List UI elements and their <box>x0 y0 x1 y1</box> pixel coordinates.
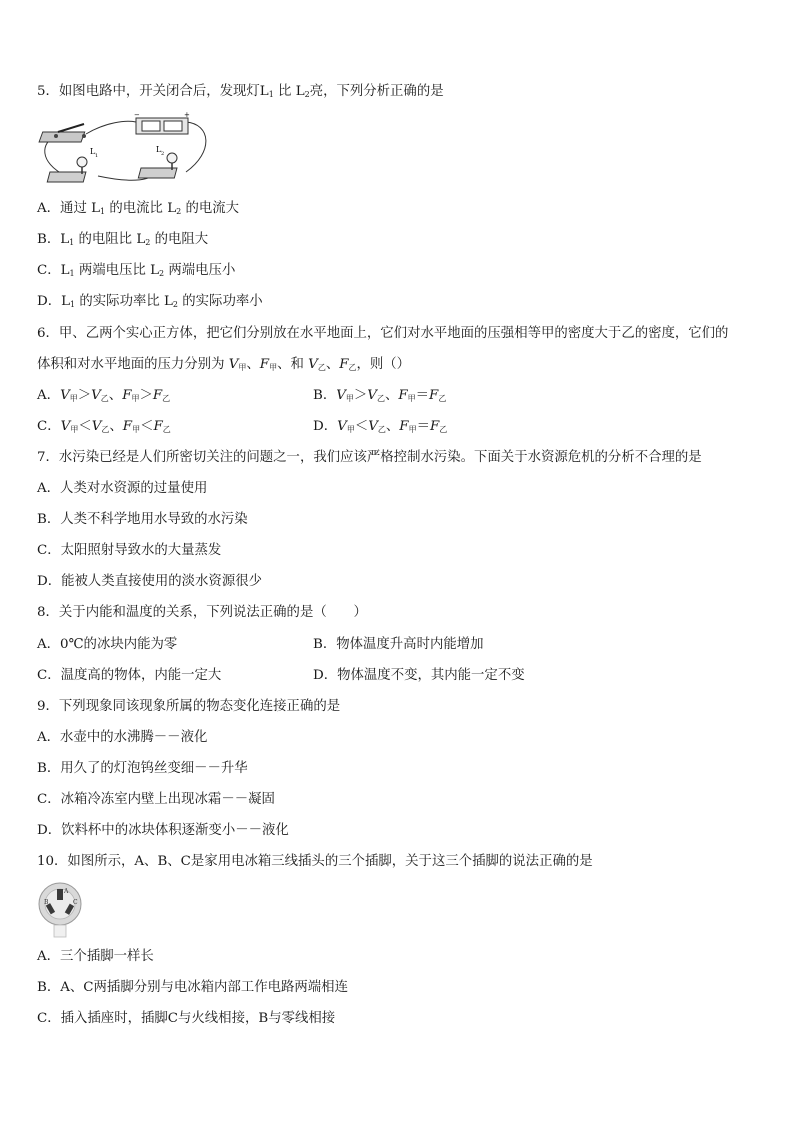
q6-option-d: D．$V_甲<V_乙$、$F_甲=F_乙$ <box>313 419 448 434</box>
q7-option-c: C．太阳照射导致水的大量蒸发 <box>37 543 222 558</box>
q7-option-b: B．人类不科学地用水导致的水污染 <box>37 512 248 527</box>
svg-text:L: L <box>90 147 96 156</box>
svg-text:+: + <box>184 112 190 119</box>
svg-text:−: − <box>134 112 140 119</box>
q8-stem: 8．关于内能和温度的关系，下列说法正确的是（ ） <box>37 605 367 620</box>
q5-option-c: C．$L_1$ 两端电压比 $L_2$ 两端电压小 <box>37 263 236 278</box>
q8-option-d: D．物体温度不变，其内能一定不变 <box>313 668 525 683</box>
q9-option-b: B．用久了的灯泡钨丝变细－－升华 <box>37 761 248 776</box>
q7-option-a: A．人类对水资源的过量使用 <box>37 481 208 496</box>
q10-option-b: B．A、C两插脚分别与电冰箱内部工作电路两端相连 <box>37 980 348 995</box>
q7-stem: 7．水污染已经是人们所密切关注的问题之一，我们应该严格控制水污染。下面关于水资源危机的分析不合理的是 <box>37 450 702 465</box>
switch-icon <box>39 124 86 142</box>
q10-option-a: A．三个插脚一样长 <box>37 949 154 964</box>
q6-option-b: B．$V_甲>V_乙$、$F_甲=F_乙$ <box>313 388 447 403</box>
q9-stem: 9．下列现象同该现象所属的物态变化连接正确的是 <box>37 699 341 714</box>
q8-option-b: B．物体温度升高时内能增加 <box>313 637 484 652</box>
q7-option-d: D．能被人类直接使用的淡水资源很少 <box>37 574 262 589</box>
q5-option-a: A．通过 $L_1$ 的电流比 $L_2$ 的电流大 <box>37 201 240 216</box>
battery-icon <box>134 112 190 134</box>
svg-text:A: A <box>64 888 69 895</box>
q6-stem-line1: 6．甲、乙两个实心正方体，把它们分别放在水平地面上，它们对水平地面的压强相等甲的密度大于乙的密度，它们的 <box>37 326 729 341</box>
q9-option-a: A．水壶中的水沸腾－－液化 <box>37 730 208 745</box>
q9-option-d: D．饮料杯中的冰块体积逐渐变小－－液化 <box>37 823 289 838</box>
q6-option-c: C．$V_甲<V_乙$、$F_甲<F_乙$ <box>37 419 171 434</box>
svg-text:1: 1 <box>95 153 99 159</box>
svg-text:L: L <box>156 145 162 154</box>
svg-text:B: B <box>44 899 49 906</box>
lamp-l2-icon <box>138 145 177 178</box>
lamp-l1-icon <box>47 147 98 182</box>
q5-option-d: D．$L_1$ 的实际功率比 $L_2$ 的实际功率小 <box>37 294 263 309</box>
q8-option-c: C．温度高的物体，内能一定大 <box>37 668 222 683</box>
q6-stem-line2: 体积和对水平地面的压力分别为 $V_甲$、$F_甲$、和 $V_乙$、$F_乙$，则（） <box>37 357 411 372</box>
q8-option-a: A．0℃的冰块内能为零 <box>37 637 178 652</box>
q5-option-b: B．$L_1$ 的电阻比 $L_2$ 的电阻大 <box>37 232 209 247</box>
q9-option-c: C．冰箱冷冻室内壁上出现冰霜－－凝固 <box>37 792 275 807</box>
svg-text:2: 2 <box>161 151 165 157</box>
q6-option-a: A．$V_甲>V_乙$、$F_甲>F_乙$ <box>37 388 171 403</box>
q5-stem: 5．如图电路中，开关闭合后，发现灯$L_1$ 比 $L_2$亮，下列分析正确的是 <box>37 84 444 99</box>
svg-text:C: C <box>73 899 78 906</box>
q10-plug-figure <box>36 880 88 940</box>
q10-stem: 10．如图所示，A、B、C是家用电冰箱三线插头的三个插脚，关于这三个插脚的说法正确的是 <box>37 854 593 869</box>
q10-option-c: C．插入插座时，插脚C与火线相接，B与零线相接 <box>37 1011 336 1026</box>
plug-icon <box>39 883 81 937</box>
q5-circuit-figure <box>36 112 214 188</box>
